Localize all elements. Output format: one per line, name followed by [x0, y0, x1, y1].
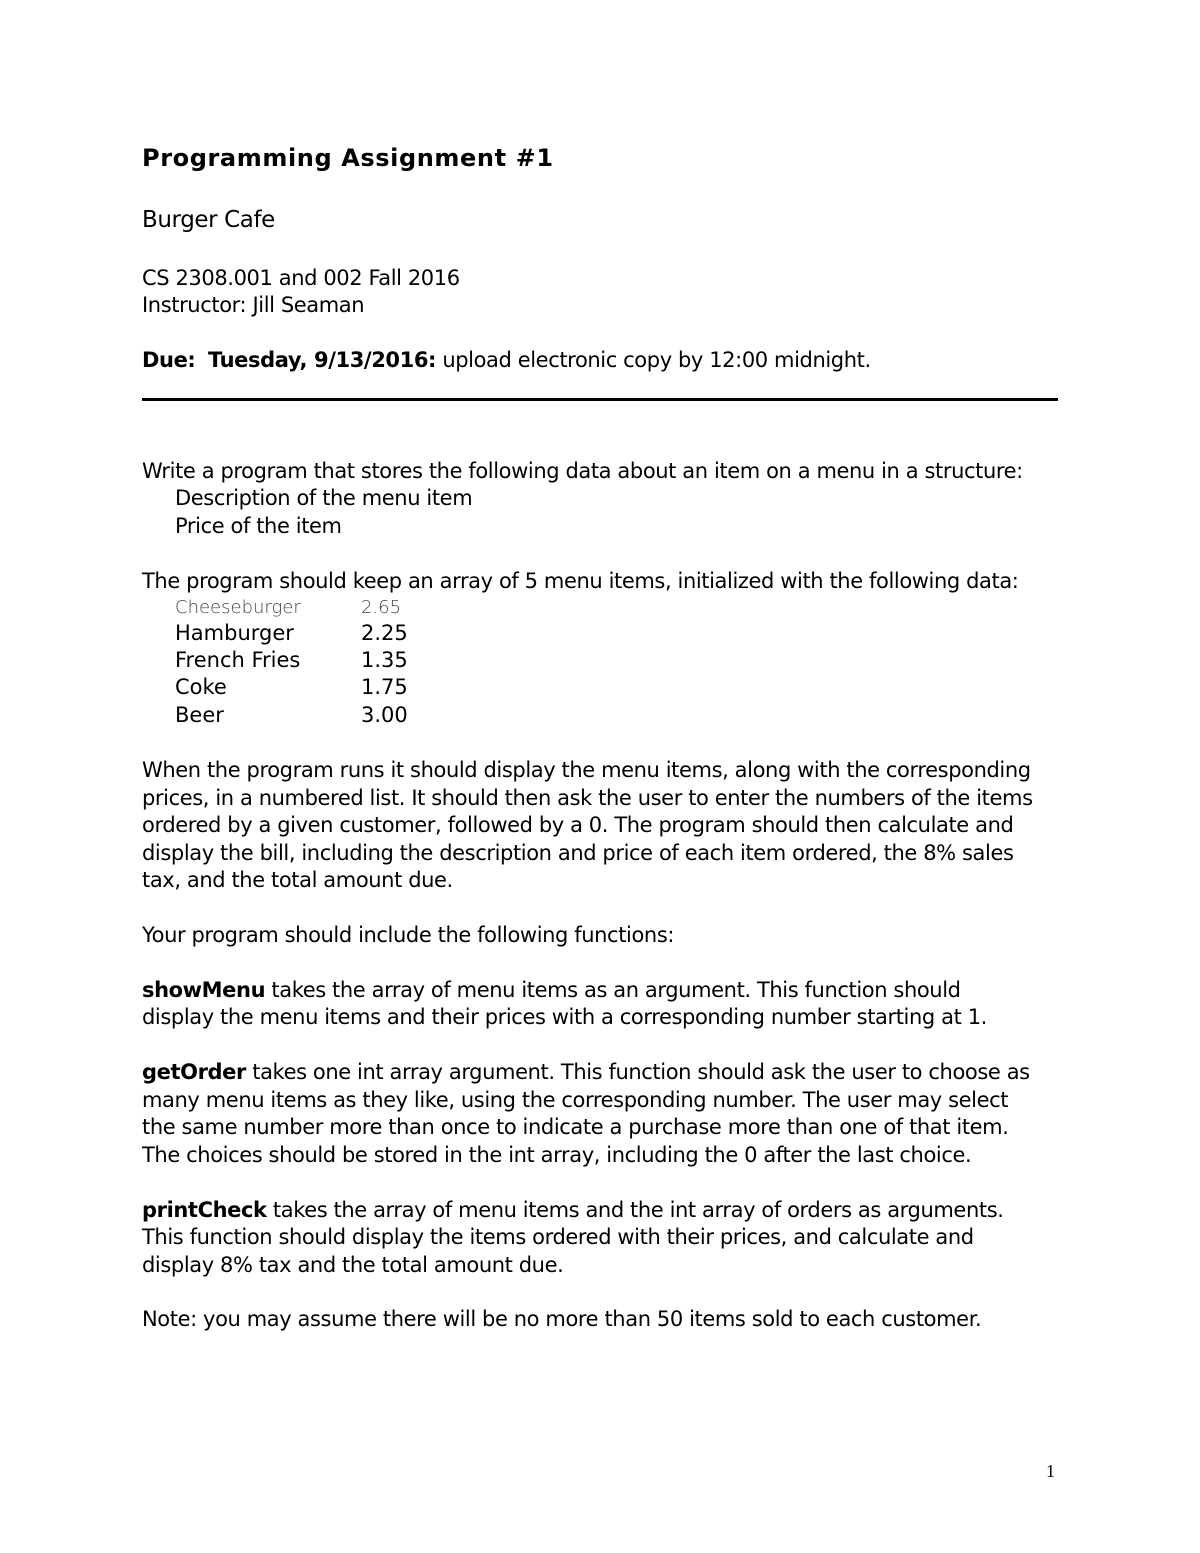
- menu-item-name: Beer: [175, 703, 224, 727]
- note-line: Note: you may assume there will be no more than 50 items sold to each customer.: [142, 1307, 982, 1331]
- due-instructions: upload electronic copy by 12:00 midnight.: [442, 348, 871, 372]
- function-name: showMenu: [142, 978, 266, 1002]
- paragraph-line: the same number more than once to indicate a purchase more than one of that item.: [142, 1115, 1009, 1139]
- paragraph-line: tax, and the total amount due.: [142, 868, 453, 892]
- paragraph-line: ordered by a given customer, followed by a 0. The program should then calculate and: [142, 813, 1014, 837]
- functions-intro: Your program should include the following functions:: [142, 923, 675, 947]
- intro-line: Write a program that stores the following data about an item on a menu in a structure:: [142, 459, 1023, 483]
- paragraph-line: This function should display the items ordered with their prices, and calculate and: [142, 1225, 974, 1249]
- page-title: Programming Assignment #1: [142, 144, 554, 172]
- paragraph-line: many menu items as they like, using the corresponding number. The user may select: [142, 1088, 1009, 1112]
- menu-item-price: 2.65: [361, 597, 402, 618]
- menu-item-name: Coke: [175, 675, 227, 699]
- paragraph-line: When the program runs it should display the menu items, along with the corresponding: [142, 758, 1031, 782]
- function-description: takes the array of menu items and the int array of orders as arguments.: [272, 1198, 1004, 1222]
- course-line: CS 2308.001 and 002 Fall 2016: [142, 266, 460, 290]
- function-name: printCheck: [142, 1198, 267, 1222]
- function-description: takes the array of menu items as an argument. This function should: [271, 978, 961, 1002]
- paragraph-line: The choices should be stored in the int array, including the 0 after the last choice.: [142, 1143, 972, 1167]
- paragraph-line: [142, 1058, 1030, 1086]
- menu-item-price: 2.25: [361, 621, 408, 645]
- menu-item-name: Cheeseburger: [175, 597, 301, 618]
- instructor-line: Instructor: Jill Seaman: [142, 293, 365, 317]
- paragraph-line: [142, 1196, 1004, 1224]
- due-line: [142, 346, 871, 374]
- header-divider: [142, 398, 1058, 401]
- paragraph-line: [142, 976, 961, 1004]
- page-number: 1: [1046, 1461, 1055, 1481]
- paragraph-line: display the bill, including the description and price of each item ordered, the 8% sales: [142, 841, 1014, 865]
- page-subtitle: Burger Cafe: [142, 207, 275, 233]
- due-label: Due:: [142, 348, 196, 372]
- paragraph-line: display 8% tax and the total amount due.: [142, 1253, 564, 1277]
- menu-intro: The program should keep an array of 5 menu items, initialized with the following data:: [142, 569, 1019, 593]
- menu-item-name: French Fries: [175, 648, 301, 672]
- intro-field-description: Description of the menu item: [175, 486, 473, 510]
- menu-item-name: Hamburger: [175, 621, 294, 645]
- menu-item-price: 1.35: [361, 648, 408, 672]
- intro-field-price: Price of the item: [175, 514, 342, 538]
- menu-item-price: 3.00: [361, 703, 408, 727]
- function-description: takes one int array argument. This function should ask the user to choose as: [252, 1060, 1030, 1084]
- paragraph-line: display the menu items and their prices with a corresponding number starting at 1.: [142, 1005, 987, 1029]
- paragraph-line: prices, in a numbered list. It should then ask the user to enter the numbers of the items: [142, 786, 1033, 810]
- menu-item-price: 1.75: [361, 675, 408, 699]
- function-name: getOrder: [142, 1060, 246, 1084]
- due-date: Tuesday, 9/13/2016:: [208, 348, 437, 372]
